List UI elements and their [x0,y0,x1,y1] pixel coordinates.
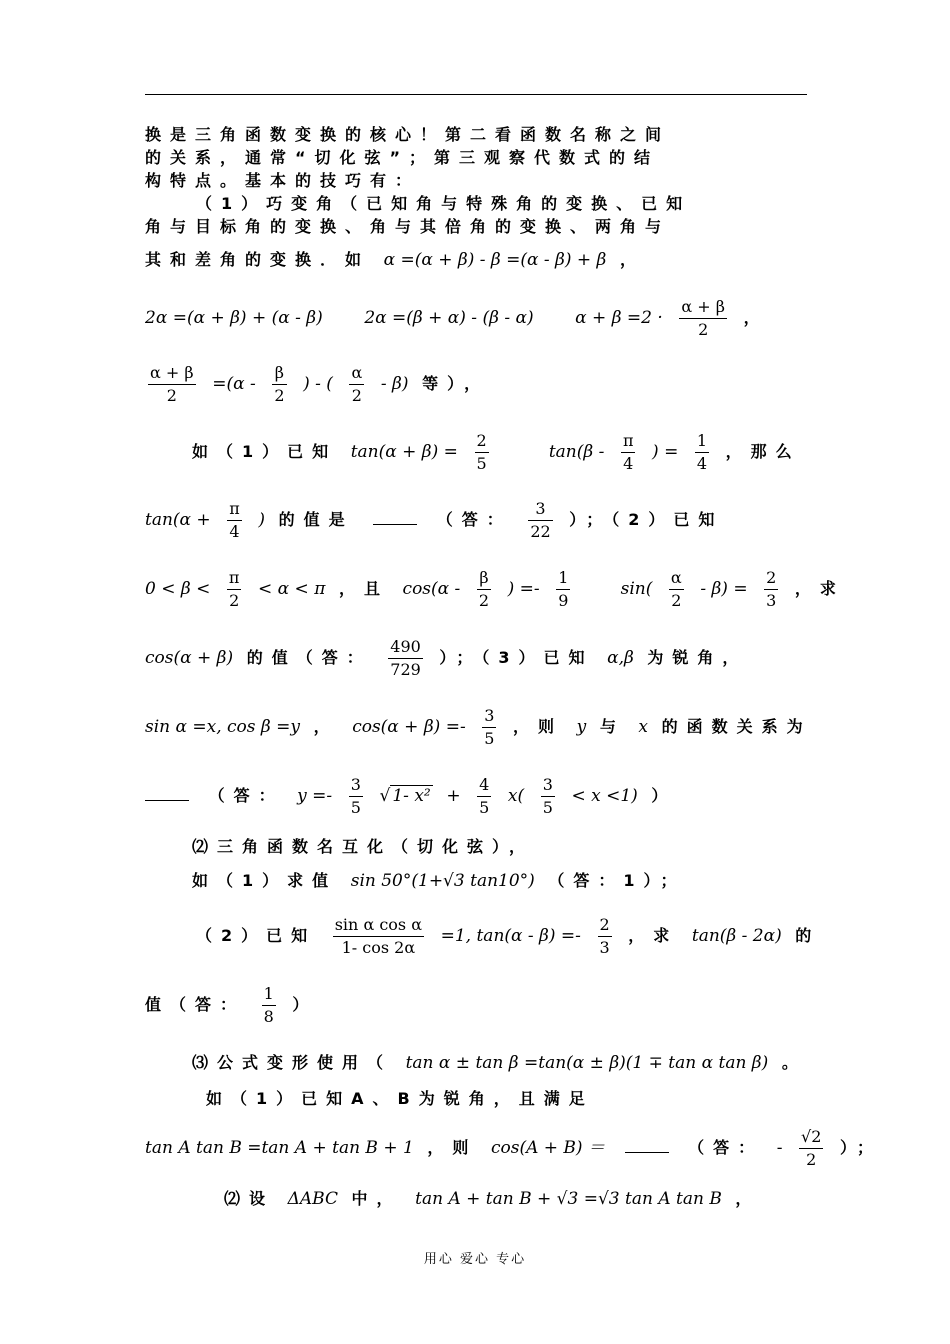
denominator: 3 [599,938,610,957]
line13-comma: ， [313,717,339,736]
denominator: 5 [479,798,490,817]
math-segment: < x <1) [571,786,638,806]
numerator: 3 [528,498,552,521]
line13-text: ，则 [513,717,564,736]
denominator: 5 [476,454,487,473]
fraction-half-sum [679,296,727,341]
math-segment: x [638,717,648,737]
text-line-9 [192,430,801,475]
fraction-a-2 [669,567,684,612]
denominator: 1- cos 2α [341,938,416,957]
line6-comma: ， [619,250,645,269]
line21-answer: （答： [688,1138,764,1157]
fraction-pi-4 [621,430,636,475]
math-segment: tan(β - [548,442,605,462]
line12-tail: 为锐角， [647,648,748,667]
text-line-6 [145,247,645,270]
denominator: 2 [806,1150,817,1169]
text-line-11 [145,567,845,612]
text-line-8 [145,362,489,407]
math-segment: ) =- [507,579,540,599]
text-line-18 [145,983,317,1028]
numerator: π [621,430,636,453]
denominator: 5 [350,798,361,817]
line12-text: 的值（答： [246,648,372,667]
denominator: 2 [478,591,490,610]
fraction-sqrt2-2 [799,1126,823,1171]
fraction-one-ninth [556,567,570,612]
denominator: 2 [274,386,285,405]
math-segment: y =- [297,786,333,806]
formula-2alpha-1: 2α =(α + β) + (α - β) [145,308,323,328]
math-segment: x( [507,786,525,806]
math-segment: sin α =x, cos β =y [145,717,301,737]
answer-blank[interactable] [373,512,417,525]
numerator: β [477,567,491,590]
fraction-b-2 [477,567,491,612]
line17-text: ，求 [628,926,679,945]
line10-text: 的值是 [278,510,354,529]
answer-blank[interactable] [145,788,189,801]
denominator: 22 [530,522,551,541]
denominator: 5 [542,798,553,817]
text-line-7 [145,296,769,341]
line13-tail: 的函数关系为 [661,717,812,736]
denominator: 4 [696,454,708,473]
denominator: 3 [766,591,777,610]
fraction-a-2 [349,362,364,407]
line14-text: （答： [208,786,284,805]
text-line-3: 构特点。基本的技巧有： [145,171,421,190]
fraction-pi-2 [227,567,242,612]
math-segment: α,β [607,648,634,668]
denominator: 9 [558,591,569,610]
numerator: α + β [679,296,727,319]
line14-tail: ） [651,786,677,805]
line21-text: ，则 [427,1138,478,1157]
text-line-15: ⑵三角函数名互化（切化弦）， [192,837,535,856]
numerator: 1 [695,430,709,453]
line8-text: 等）， [422,374,490,393]
fraction-three-fifths [541,774,555,819]
line7-comma: ， [743,308,769,327]
line6-text: 其和差角的变换．如 [145,250,371,269]
text-line-14 [145,774,676,819]
fraction-b-2 [272,362,286,407]
numerator: α + β [148,362,196,385]
fraction-two-fifths [475,430,489,475]
math-segment: tan α ± tan β =tan(α ± β)(1 ∓ tan α tan β) [405,1053,769,1073]
math-segment: - β) [380,374,409,394]
line9-text: 如（1）已知 [192,442,338,461]
line13-text: 与 [599,717,625,736]
line17-text: （2）已知 [196,926,317,945]
header-rule [145,94,807,95]
fraction-three-fifths [482,705,496,750]
text-line-19 [192,1050,807,1073]
math-segment: tan A tan B =tan A + tan B + 1 [145,1138,414,1158]
line19-text: ⑶公式变形使用（ [192,1053,393,1072]
line21-tail: ）； [839,1138,882,1157]
math-segment: - β) = [700,579,748,599]
math-segment: sin( [620,579,653,599]
math-segment: tan A + tan B + √3 =√3 tan A tan B [415,1189,722,1209]
formula-2alpha-2: 2α =(β + α) - (β - α) [364,308,534,328]
line11-text: ，且 [338,579,389,598]
text-line-13 [145,705,812,750]
numerator: 2 [475,430,489,453]
denominator: 4 [623,454,634,473]
line10-answer: （答： [436,510,512,529]
numerator: 2 [764,567,778,590]
line17-tail: 的 [795,926,821,945]
math-segment: tan(α + [145,510,211,530]
fraction-3-22 [528,498,552,543]
line19-tail: 。 [781,1053,807,1072]
numerator: √2 [799,1126,823,1149]
line12-mid: ）；（3）已知 [439,648,594,667]
page-footer: 用心 爱心 专心 [423,1252,527,1267]
text-line-20: 如（1）已知A、B为锐角，且满足 [206,1089,594,1108]
denominator: 2 [698,320,709,339]
text-line-22 [224,1186,760,1209]
line22-text: 中， [351,1189,402,1208]
line10-tail: ）；（2）已知 [569,510,724,529]
fraction-four-fifths [477,774,491,819]
numerator: 2 [598,914,612,937]
denominator: 2 [229,591,240,610]
math-segment: 0 < β < [145,579,211,599]
numerator: π [227,567,242,590]
denominator: 2 [671,591,682,610]
math-segment: ) - ( [303,374,333,394]
line22-tail: ， [735,1189,761,1208]
numerator: α [669,567,684,590]
formula-sum: α + β =2 · [575,308,663,328]
text-line-5: 角与目标角的变换、角与其倍角的变换、两角与 [145,217,671,236]
line22-text: ⑵设 [224,1189,275,1208]
line11-tail: ，求 [794,579,845,598]
math-segment: ΔABC [287,1189,338,1209]
math-segment: cos(A + B) ＝ [490,1138,605,1158]
math-segment: cos(α + β) =- [352,717,466,737]
text-line-10 [145,498,723,543]
denominator: 8 [263,1007,274,1026]
math-segment: tan(β - 2α) [691,926,782,946]
fraction-one-eighth [262,983,276,1028]
fraction-pi-4 [227,498,242,543]
text-line-12 [145,636,747,681]
formula-alpha-decomp: α =(α + β) - β =(α - β) + β [383,250,607,270]
denominator: 729 [390,660,421,679]
numerator: 4 [477,774,491,797]
math-segment: + [446,786,461,806]
math-segment: cos(α - [402,579,461,599]
numerator: π [227,498,242,521]
math-segment: tan(α + β) = [350,442,458,462]
text-line-16 [192,868,686,891]
fraction-ab-2 [148,362,196,407]
math-segment: y [576,717,587,737]
fraction-three-fifths [349,774,363,819]
math-segment: =1, tan(α - β) =- [440,926,581,946]
text-line-17 [196,914,820,959]
math-segment: - [776,1138,783,1158]
line9-tail: ，那么 [725,442,801,461]
line18-tail: ） [292,995,318,1014]
numerator: 3 [541,774,555,797]
numerator: 490 [388,636,423,659]
numerator: β [272,362,286,385]
numerator: 3 [482,705,496,728]
fraction-490-729 [388,636,423,681]
math-segment: sin 50°(1+√3 tan10°) [350,871,535,891]
line16-text: 如（1）求值 [192,871,338,890]
numerator: 1 [556,567,570,590]
text-line-1: 换是三角函数变换的核心！第二看函数名称之间 [145,125,671,144]
denominator: 5 [484,729,495,748]
denominator: 2 [166,386,177,405]
text-line-2: 的关系，通常“切化弦”；第三观察代数式的结 [145,148,660,167]
fraction-sin-cos [333,914,424,959]
math-segment: < α < π [258,579,326,599]
math-segment: ) = [652,442,679,462]
numerator: 3 [349,774,363,797]
math-segment: 1- x² [392,786,431,806]
fraction-two-thirds [764,567,778,612]
denominator: 2 [351,386,362,405]
math-segment: cos(α + β) [145,648,234,668]
answer-blank[interactable] [625,1140,669,1153]
sqrt-sign: √ [379,786,391,806]
line18-text: 值（答： [145,995,246,1014]
numerator: α [349,362,364,385]
math-segment: =(α - [212,374,256,394]
numerator: 1 [262,983,276,1006]
numerator: sin α cos α [333,914,424,937]
fraction-two-thirds [598,914,612,959]
fraction-one-quarter [695,430,709,475]
math-segment: ) [258,510,265,530]
line16-tail: （答：1）； [548,871,686,890]
denominator: 4 [229,522,240,541]
text-line-4: （1）巧变角（已知角与特殊角的变换、已知 [196,194,692,213]
text-line-21 [145,1126,882,1171]
